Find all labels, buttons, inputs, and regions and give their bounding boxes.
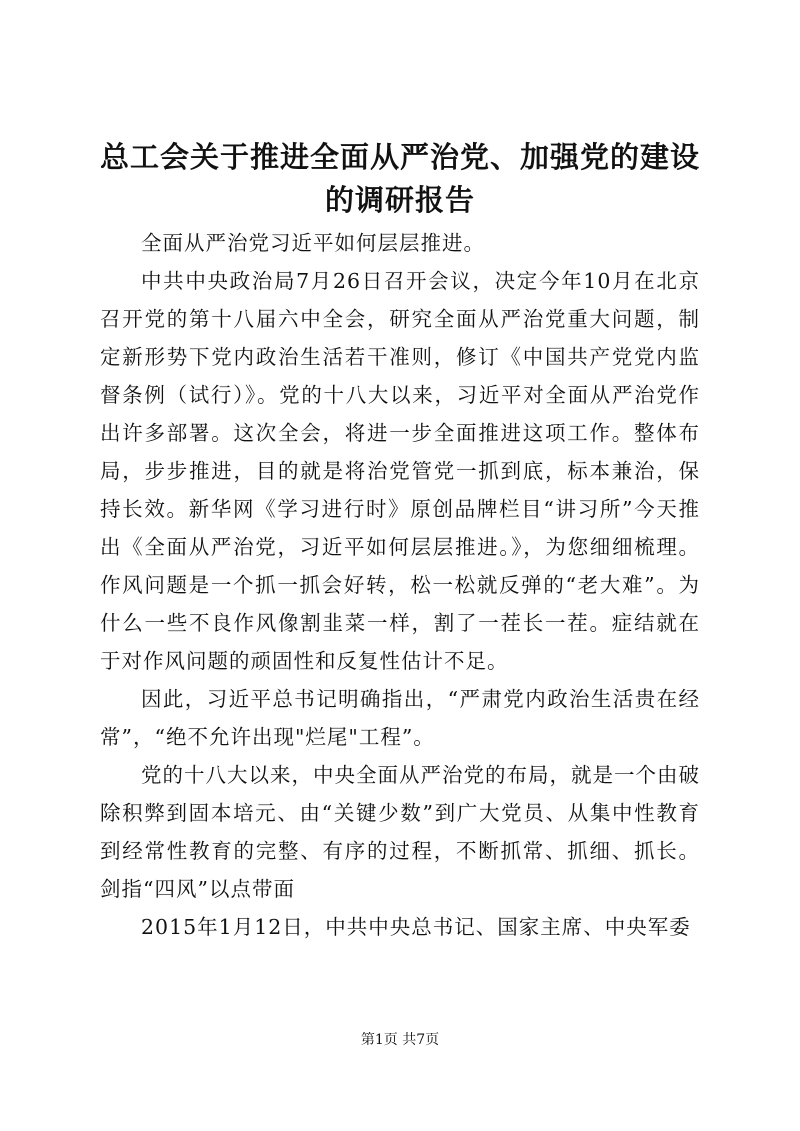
paragraph-3: 因此，习近平总书记明确指出，“严肃党内政治生活贵在经常”，“绝不允许出现"烂尾"工程”。	[100, 687, 700, 749]
paragraph-1: 全面从严治党习近平如何层层推进。	[141, 231, 485, 255]
paragraph-2: 中共中央政治局7月26日召开会议，决定今年10月在北京召开党的第十八届六中全会，研究全面从严治党重大问题，制定新形势下党内政治生活若干准则，修订《中国共产党党内监督条例（试行）》。党的十八大以来，习近平对全面从严治党作出许多部署。这次全会，将进一步全面推进这项工作。整体布局，步步推进，目的就是将治党管党一抓到底，标本兼治，保持长效。新华网《学习进行时》原创品牌栏目“讲习所”今天推出《全面从严治党，习近平如何层层推进。》，为您细细梳理。作风问题是一个抓一抓会好转，松一松就反弹的“老大难”。为什么一些不良作风像割韭菜一样，割了一茬长一茬。症结就在于对作风问题的顽固性和反复性估计不足。	[100, 269, 700, 673]
document-page	[100, 136, 700, 946]
paragraph-5: 2015年1月12日，中共中央总书记、国家主席、中央军委	[141, 915, 691, 939]
title-line-1: 总工会关于推进全面从严治党、加强党的建设	[100, 140, 701, 174]
title-line-2: 的调研报告	[324, 183, 475, 217]
document-body	[100, 224, 700, 946]
page-number: 第1页 共7页	[360, 1032, 440, 1048]
document-title	[100, 136, 700, 222]
paragraph-4: 党的十八大以来，中央全面从严治党的布局，就是一个由破除积弊到固本培元、由“关键少数”到广大党员、从集中性教育到经常性教育的完整、有序的过程，不断抓常、抓细、抓长。剑指“四风”以点带面	[100, 763, 700, 901]
